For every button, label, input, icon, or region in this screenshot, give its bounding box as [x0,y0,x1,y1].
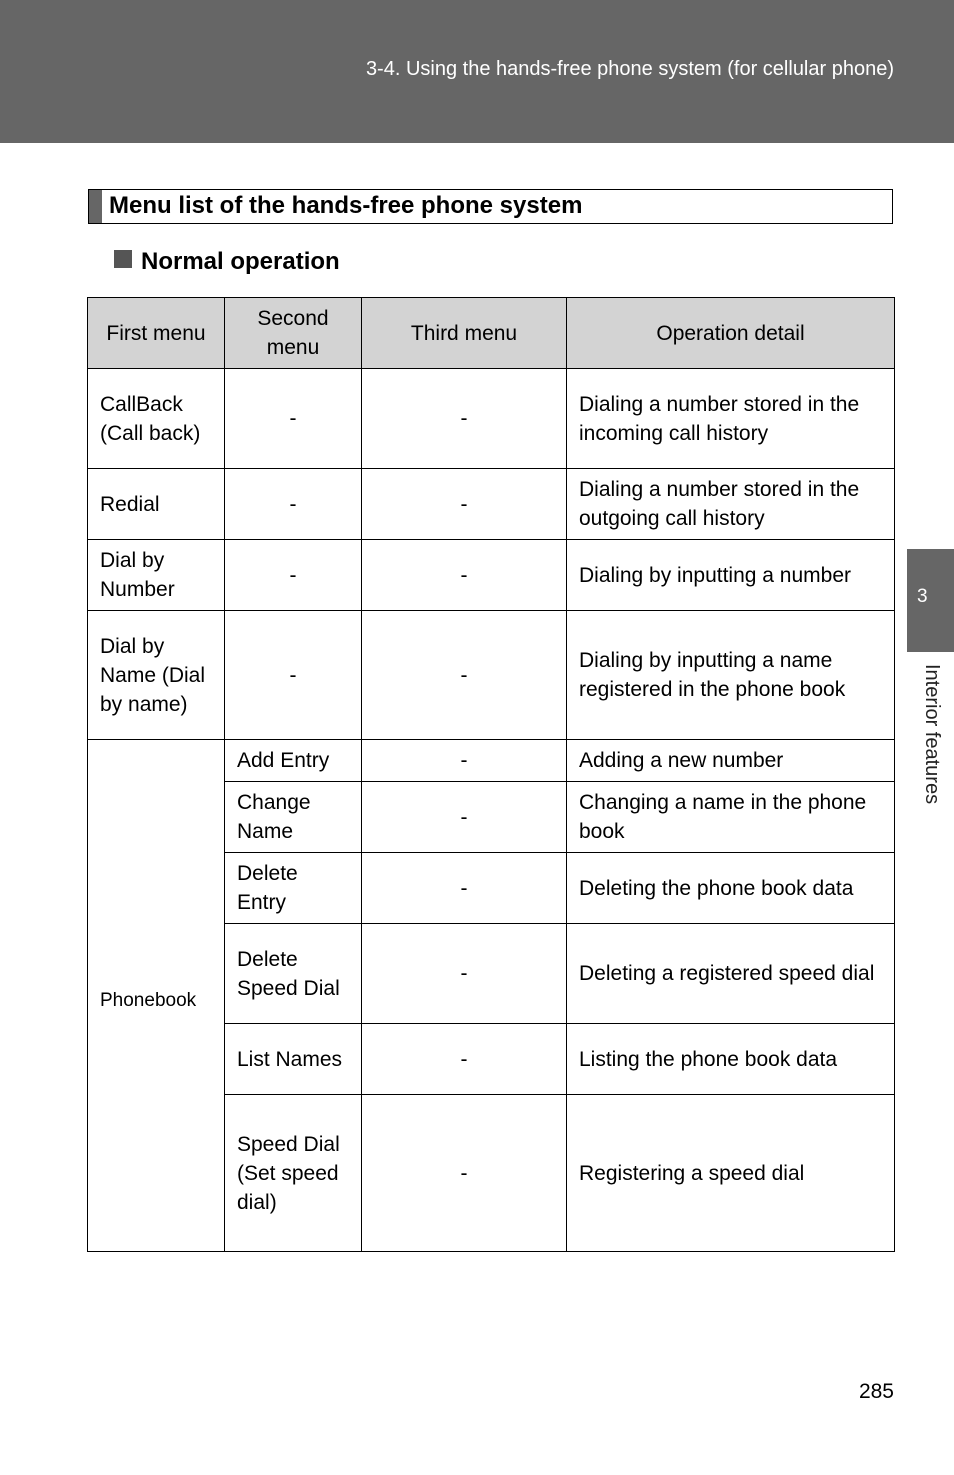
third-menu-cell: - [362,1024,567,1095]
third-menu-cell: - [362,540,567,611]
page-number: 285 [858,1380,894,1403]
menu-list-table [87,297,895,1252]
operation-detail-cell: Registering a speed dial [567,1095,895,1252]
operation-detail-cell: Deleting the phone book data [567,853,895,924]
section-heading-bar [89,190,102,223]
header-first-menu: First menu [88,298,225,369]
operation-detail-cell: Dialing by inputting a number [567,540,895,611]
section-title: Menu list of the hands-free phone system [109,192,583,219]
third-menu-cell: - [362,924,567,1024]
operation-detail-cell: Dialing a number stored in the outgoing call history [567,469,895,540]
table-row [88,540,895,611]
operation-detail-cell: Adding a new number [567,740,895,782]
first-menu-cell: CallBack (Call back) [88,369,225,469]
third-menu-cell: - [362,740,567,782]
operation-detail-cell: Deleting a registered speed dial [567,924,895,1024]
third-menu-cell: - [362,1095,567,1252]
second-menu-cell: List Names [225,1024,362,1095]
chapter-header-title: 3-4. Using the hands-free phone system (for cellular phone) [365,58,894,80]
operation-detail-cell: Dialing by inputting a name registered in the phone book [567,611,895,740]
table-header-row [88,298,895,369]
third-menu-cell: - [362,782,567,853]
chapter-label: Interior features [921,664,943,805]
first-menu-cell: Dial by Number [88,540,225,611]
table-row [88,369,895,469]
subsection-heading [114,248,340,276]
third-menu-cell: - [362,369,567,469]
table-row [88,740,895,782]
square-bullet-icon [114,250,132,268]
header-second-menu: Second menu [225,298,362,369]
third-menu-cell: - [362,853,567,924]
subsection-title: Normal operation [141,248,340,275]
third-menu-cell: - [362,469,567,540]
second-menu-cell: - [225,540,362,611]
second-menu-cell: - [225,611,362,740]
second-menu-cell: Change Name [225,782,362,853]
second-menu-cell: - [225,469,362,540]
chapter-number: 3 [917,586,928,607]
section-heading-box [88,189,893,224]
operation-detail-cell: Dialing a number stored in the incoming call history [567,369,895,469]
third-menu-cell: - [362,611,567,740]
second-menu-cell: - [225,369,362,469]
operation-detail-cell: Listing the phone book data [567,1024,895,1095]
chapter-side-tab [907,549,954,652]
second-menu-cell: Delete Entry [225,853,362,924]
second-menu-cell: Delete Speed Dial [225,924,362,1024]
table-row [88,469,895,540]
table-row [88,611,895,740]
first-menu-cell: Redial [88,469,225,540]
header-third-menu: Third menu [362,298,567,369]
header-operation-detail: Operation detail [567,298,895,369]
second-menu-cell: Add Entry [225,740,362,782]
operation-detail-cell: Changing a name in the phone book [567,782,895,853]
first-menu-cell: Dial by Name (Dial by name) [88,611,225,740]
second-menu-cell: Speed Dial (Set speed dial) [225,1095,362,1252]
first-menu-cell-phonebook: Phonebook [88,740,225,1252]
